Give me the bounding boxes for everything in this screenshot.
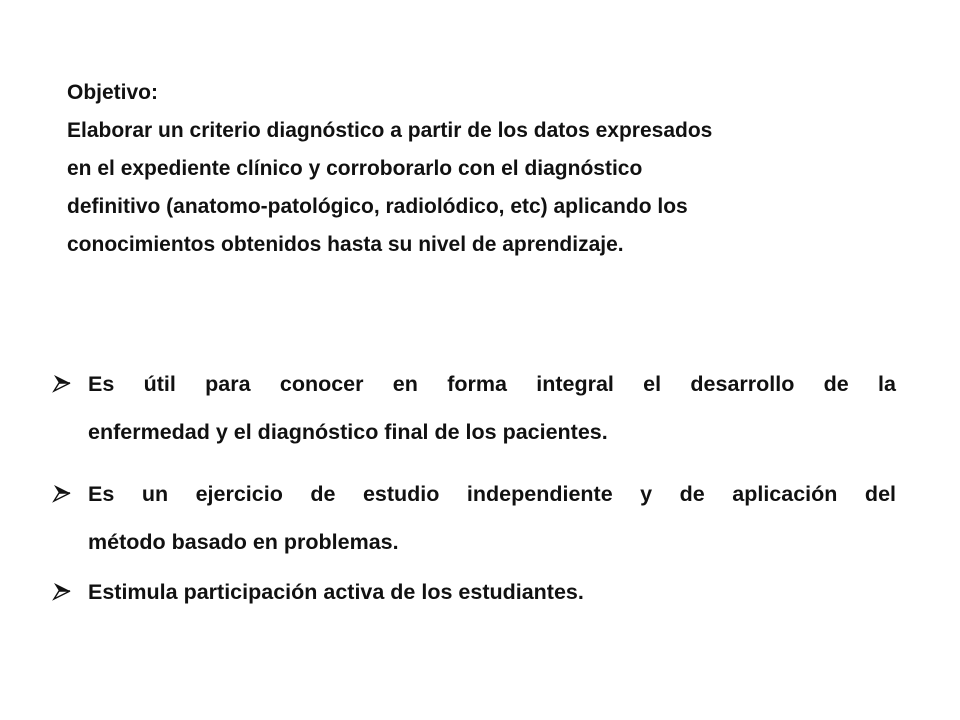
bullet-text-line: Es útil para conocer en forma integral el desarrollo de la [88,372,896,396]
objective-section [67,74,927,264]
bullet-text-line: Estimula participación activa de los estudiantes. [88,580,584,604]
objective-line: definitivo (anatomo-patológico, radiolódico, etc) aplicando los [67,195,688,218]
arrow-bullet-icon [52,483,72,503]
objective-heading: Objetivo: [67,81,159,104]
arrow-bullet-icon [52,581,72,601]
bullet-text-line: Es un ejercicio de estudio independiente y de aplicación del [88,482,896,506]
arrow-bullet-icon [52,373,72,393]
objective-line: Elaborar un criterio diagnóstico a partir de los datos expresados [67,119,713,142]
bullet-item [52,568,896,616]
objective-line: en el expediente clínico y corroborarlo con el diagnóstico [67,157,643,180]
bullet-item [52,360,896,456]
bullet-text-line: enfermedad y el diagnóstico final de los pacientes. [88,420,608,444]
bullet-text-line: método basado en problemas. [88,530,399,554]
bullet-item [52,470,896,566]
objective-line: conocimientos obtenidos hasta su nivel de aprendizaje. [67,233,624,256]
bullet-list [52,360,896,616]
